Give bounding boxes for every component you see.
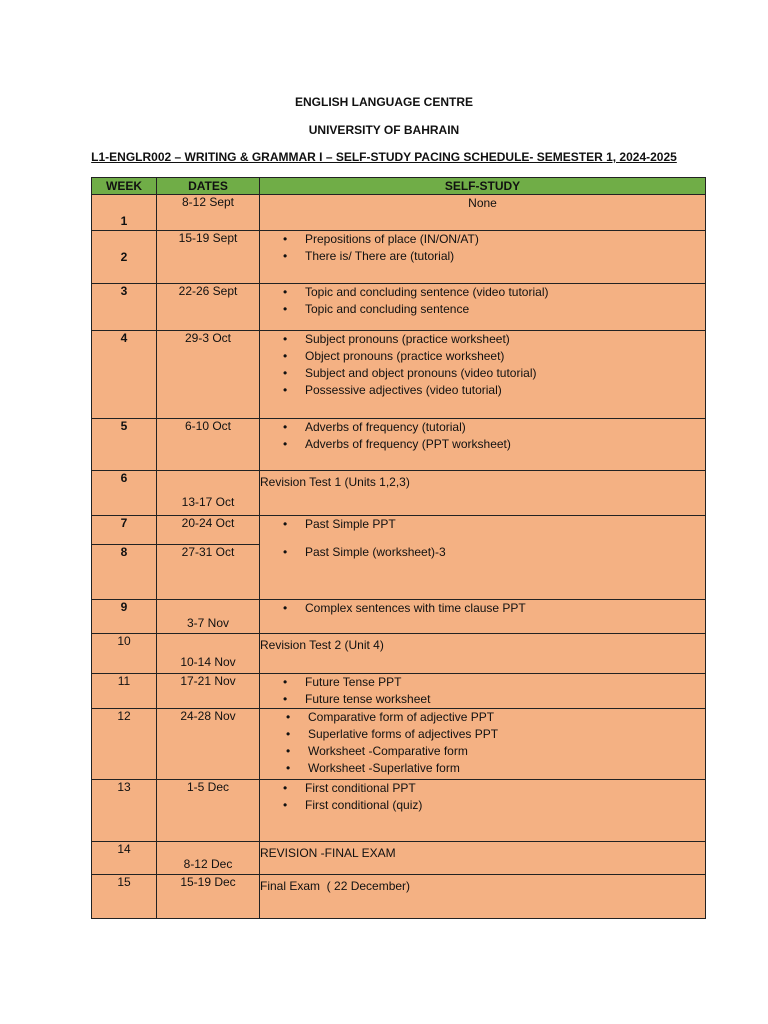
list-item: • Subject pronouns (practice worksheet) — [305, 331, 705, 348]
self-study-cell — [260, 600, 706, 634]
self-study-cell — [260, 780, 706, 842]
self-study-text: Revision Test 2 (Unit 4) — [260, 638, 384, 652]
week-cell: 12 — [92, 709, 157, 780]
list-item: • Topic and concluding sentence (video tutorial) — [305, 284, 705, 301]
column-header-week: WEEK — [92, 178, 157, 195]
week-cell: 6 — [92, 471, 157, 516]
list-item: • Subject and object pronouns (video tutorial) — [305, 365, 705, 382]
table-row — [92, 674, 706, 709]
list-item: • There is/ There are (tutorial) — [305, 248, 705, 265]
table-row — [92, 516, 706, 545]
week-cell: 10 — [92, 634, 157, 674]
table-row — [92, 600, 706, 634]
topic-list — [260, 516, 705, 561]
list-item: • Worksheet -Comparative form — [308, 743, 705, 760]
week-cell: 11 — [92, 674, 157, 709]
topic-list — [260, 600, 705, 617]
dates-cell: 29-3 Oct — [157, 331, 260, 419]
self-study-cell — [260, 331, 706, 419]
table-row — [92, 331, 706, 419]
table-row — [92, 634, 706, 674]
table-row — [92, 284, 706, 331]
list-item: • Complex sentences with time clause PPT — [305, 600, 705, 617]
list-item: • Topic and concluding sentence — [305, 301, 705, 318]
schedule-table — [91, 177, 706, 919]
dates-cell: 17-21 Nov — [157, 674, 260, 709]
topic-list — [260, 780, 705, 814]
self-study-cell — [260, 842, 706, 875]
self-study-text: Final Exam ( 22 December) — [260, 879, 411, 893]
dates-cell: 27-31 Oct — [157, 545, 260, 600]
list-item: • Past Simple (worksheet)-3 — [305, 544, 705, 561]
header-course-title: L1-ENGLR002 – WRITING & GRAMMAR I – SELF-STUDY PACING SCHEDULE- SEMESTER 1, 2024-2025 — [91, 150, 677, 164]
self-study-cell — [260, 709, 706, 780]
list-item: • Adverbs of frequency (tutorial) — [305, 419, 705, 436]
self-study-text: Revision Test 1 (Units 1,2,3) — [260, 475, 410, 489]
week-cell: 5 — [92, 419, 157, 471]
week-cell: 13 — [92, 780, 157, 842]
self-study-cell — [260, 634, 706, 674]
table-row — [92, 195, 706, 231]
topic-list — [260, 331, 705, 399]
column-header-dates: DATES — [157, 178, 260, 195]
self-study-cell — [260, 516, 706, 600]
dates-cell: 13-17 Oct — [157, 471, 260, 516]
table-header-row — [92, 178, 706, 195]
list-item: • Worksheet -Superlative form — [308, 760, 705, 777]
list-item: • Past Simple PPT — [305, 516, 705, 533]
table-row — [92, 471, 706, 516]
dates-cell: 15-19 Dec — [157, 875, 260, 919]
dates-cell: 3-7 Nov — [157, 600, 260, 634]
header-centre: ENGLISH LANGUAGE CENTRE — [294, 95, 473, 109]
dates-cell: 1-5 Dec — [157, 780, 260, 842]
column-header-self-study: SELF-STUDY — [260, 178, 706, 195]
week-cell: 15 — [92, 875, 157, 919]
list-item: • Adverbs of frequency (PPT worksheet) — [305, 436, 705, 453]
dates-cell: 20-24 Oct — [157, 516, 260, 545]
week-cell: 7 — [92, 516, 157, 545]
week-cell: 3 — [92, 284, 157, 331]
table-row — [92, 419, 706, 471]
dates-cell: 15-19 Sept — [157, 231, 260, 284]
list-item: • Future Tense PPT — [305, 674, 705, 691]
week-cell: 8 — [92, 545, 157, 600]
week-cell: 14 — [92, 842, 157, 875]
self-study-cell — [260, 471, 706, 516]
self-study-text: REVISION -FINAL EXAM — [260, 846, 396, 860]
topic-list — [260, 709, 705, 777]
self-study-cell — [260, 231, 706, 284]
table-row — [92, 875, 706, 919]
list-item: • Possessive adjectives (video tutorial) — [305, 382, 705, 399]
dates-cell: 24-28 Nov — [157, 709, 260, 780]
self-study-cell — [260, 875, 706, 919]
self-study-text: None — [468, 196, 497, 210]
dates-cell: 8-12 Sept — [157, 195, 260, 231]
self-study-cell — [260, 195, 706, 231]
list-item: • First conditional (quiz) — [305, 797, 705, 814]
self-study-cell — [260, 284, 706, 331]
week-cell: 4 — [92, 331, 157, 419]
table-row — [92, 842, 706, 875]
list-item: • Prepositions of place (IN/ON/AT) — [305, 231, 705, 248]
week-cell: 9 — [92, 600, 157, 634]
self-study-cell — [260, 674, 706, 709]
list-item: • Comparative form of adjective PPT — [308, 709, 705, 726]
header-university: UNIVERSITY OF BAHRAIN — [308, 123, 460, 137]
table-row — [92, 780, 706, 842]
list-item: • Object pronouns (practice worksheet) — [305, 348, 705, 365]
list-item: • First conditional PPT — [305, 780, 705, 797]
topic-list — [260, 231, 705, 265]
week-cell: 1 — [92, 195, 157, 231]
topic-list — [260, 674, 705, 708]
table-row — [92, 709, 706, 780]
dates-cell: 10-14 Nov — [157, 634, 260, 674]
week-cell: 2 — [92, 231, 157, 284]
self-study-cell — [260, 419, 706, 471]
topic-list — [260, 419, 705, 453]
table-row — [92, 231, 706, 284]
list-item: • Future tense worksheet — [305, 691, 705, 708]
dates-cell: 8-12 Dec — [157, 842, 260, 875]
dates-cell: 6-10 Oct — [157, 419, 260, 471]
topic-list — [260, 284, 705, 318]
list-item: • Superlative forms of adjectives PPT — [308, 726, 705, 743]
dates-cell: 22-26 Sept — [157, 284, 260, 331]
